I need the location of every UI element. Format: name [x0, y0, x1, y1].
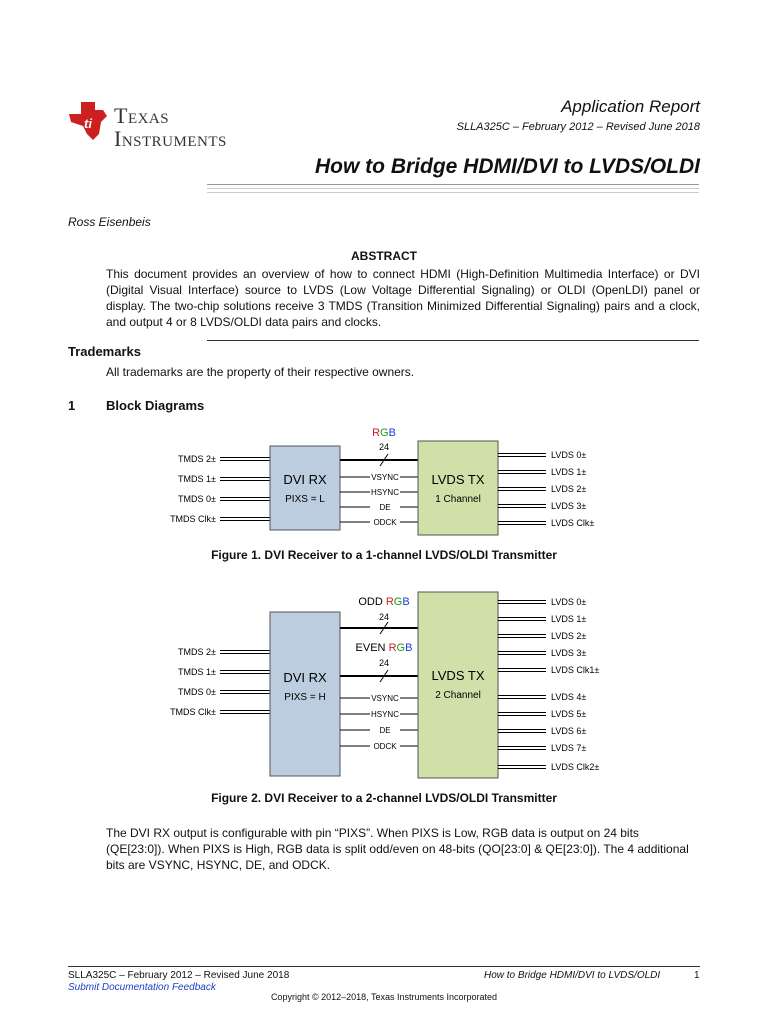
figure2-input-label: TMDS 1± — [178, 667, 216, 677]
logo-line2: Instruments — [114, 126, 227, 151]
figure2-diagram — [0, 590, 768, 780]
figure1-signal-label: VSYNC — [371, 473, 399, 482]
figure2-output-label: LVDS 4± — [551, 692, 587, 702]
figure1-diagram — [0, 420, 768, 540]
feedback-link[interactable]: Submit Documentation Feedback — [68, 982, 216, 993]
footer-copyright: Copyright © 2012–2018, Texas Instruments Incorporated — [270, 992, 498, 1002]
fig2-inputs — [170, 647, 270, 717]
figure2-signal-label: VSYNC — [371, 694, 399, 703]
fig2-tx-title: LVDS TX — [431, 668, 485, 683]
figure1-output-label: LVDS 1± — [551, 467, 587, 477]
footer-rule — [68, 966, 700, 967]
figure2-output-label: LVDS 6± — [551, 726, 587, 736]
figure1-caption: Figure 1. DVI Receiver to a 1-channel LVDS/OLDI Transmitter — [211, 548, 557, 562]
figure2-output-label: LVDS 3± — [551, 648, 587, 658]
footer-doc-id: SLLA325C – February 2012 – Revised June 2018 — [68, 970, 290, 981]
figure1-input-label: TMDS 1± — [178, 474, 216, 484]
figure1-output-label: LVDS 0± — [551, 450, 587, 460]
fig2-even-width: 24 — [378, 658, 390, 668]
header-rule — [207, 188, 699, 189]
trademarks-text: All trademarks are the property of their respective owners. — [106, 365, 415, 379]
header-rule — [207, 192, 699, 193]
figure2-output-label: LVDS 1± — [551, 614, 587, 624]
fig1-tx-title: LVDS TX — [431, 472, 485, 487]
fig1-bus-rgb: RGB — [372, 427, 396, 439]
footer-page: 1 — [694, 970, 700, 981]
fig1-tx-box — [418, 441, 498, 535]
logo-line1: Texas — [114, 103, 170, 128]
fig2-outputs — [498, 597, 599, 772]
figure1-output-label: LVDS 2± — [551, 484, 587, 494]
figure1-signal-label: DE — [379, 503, 391, 512]
figure1-output-label: LVDS Clk± — [551, 518, 595, 528]
ti-logo-icon — [67, 100, 111, 142]
fig2-tx-mode: 2 Channel — [435, 690, 481, 701]
trademarks-rule — [207, 340, 699, 341]
fig1-outputs — [498, 450, 594, 528]
svg-text:ti: ti — [84, 116, 92, 131]
fig2-rx-mode: PIXS = H — [284, 692, 326, 703]
doc-id: SLLA325C – February 2012 – Revised June 2018 — [456, 121, 700, 133]
fig1-tx-mode: 1 Channel — [435, 494, 481, 505]
section-number: 1 — [68, 398, 76, 413]
figure2-output-label: LVDS 0± — [551, 597, 587, 607]
report-type: Application Report — [561, 97, 700, 116]
figure2-output-label: LVDS 5± — [551, 709, 587, 719]
fig1-inputs — [170, 454, 270, 524]
fig1-signals — [340, 472, 418, 527]
trademarks-heading: Trademarks — [68, 344, 141, 359]
fig2-odd-width: 24 — [378, 612, 390, 622]
figure2-input-label: TMDS 0± — [178, 687, 216, 697]
fig1-bus-width: 24 — [378, 442, 390, 452]
figure1-input-label: TMDS 0± — [178, 494, 216, 504]
fig2-even-label: EVEN RGB — [355, 642, 413, 654]
abstract-heading: ABSTRACT — [351, 249, 417, 263]
section-heading: Block Diagrams — [106, 398, 205, 413]
fig2-odd-label: ODD RGB — [358, 596, 410, 608]
fig1-rx-title: DVI RX — [283, 472, 327, 487]
body-text: The DVI RX output is configurable with pin “PIXS”. When PIXS is Low, RGB data is output on 24 bits (QE[23:0]). When PIXS is High, RGB data is split odd/even on 48-bits (QO[23:0] & QE[23:0]). The 4 additional bits are VSYNC, HSYNC, DE, and ODCK. — [106, 826, 689, 872]
author: Ross Eisenbeis — [68, 215, 151, 229]
figure1-input-label: TMDS 2± — [178, 454, 216, 464]
fig1-rx-box — [270, 446, 340, 530]
abstract-text: This document provides an overview of how to connect HDMI (High-Definition Multimedia Interface) or DVI (Digital Visual Interface) source to LVDS (Low Voltage Differential Signaling) or OLDI (OpenLDI) panel or display. The two-chip solutions receive 3 TMDS (Transition Minimized Differential Signaling) pairs and a clock, and output 4 or 8 LVDS/OLDI data pairs and clocks. — [106, 267, 700, 329]
figure2-signal-label: DE — [379, 726, 391, 735]
fig2-rx-title: DVI RX — [283, 670, 327, 685]
fig1-rx-mode: PIXS = L — [285, 494, 325, 505]
fig2-signals — [340, 693, 418, 751]
page-title: How to Bridge HDMI/DVI to LVDS/OLDI — [315, 155, 700, 178]
figure2-input-label: TMDS Clk± — [170, 707, 216, 717]
figure2-input-label: TMDS 2± — [178, 647, 216, 657]
figure2-output-label: LVDS Clk1± — [551, 665, 600, 675]
figure2-signal-label: HSYNC — [370, 710, 400, 719]
header-rule — [207, 184, 699, 185]
fig2-tx-box — [418, 592, 498, 778]
figure2-caption: Figure 2. DVI Receiver to a 2-channel LVDS/OLDI Transmitter — [211, 791, 557, 805]
figure2-output-label: LVDS Clk2± — [551, 762, 600, 772]
figure2-signal-label: ODCK — [373, 742, 397, 751]
figure1-output-label: LVDS 3± — [551, 501, 587, 511]
figure2-output-label: LVDS 7± — [551, 743, 587, 753]
figure1-signal-label: ODCK — [373, 518, 397, 527]
figure1-signal-label: HSYNC — [370, 488, 400, 497]
footer-title: How to Bridge HDMI/DVI to LVDS/OLDI — [484, 970, 661, 981]
ti-logo-text — [114, 104, 227, 150]
figure1-input-label: TMDS Clk± — [170, 514, 216, 524]
figure2-output-label: LVDS 2± — [551, 631, 587, 641]
